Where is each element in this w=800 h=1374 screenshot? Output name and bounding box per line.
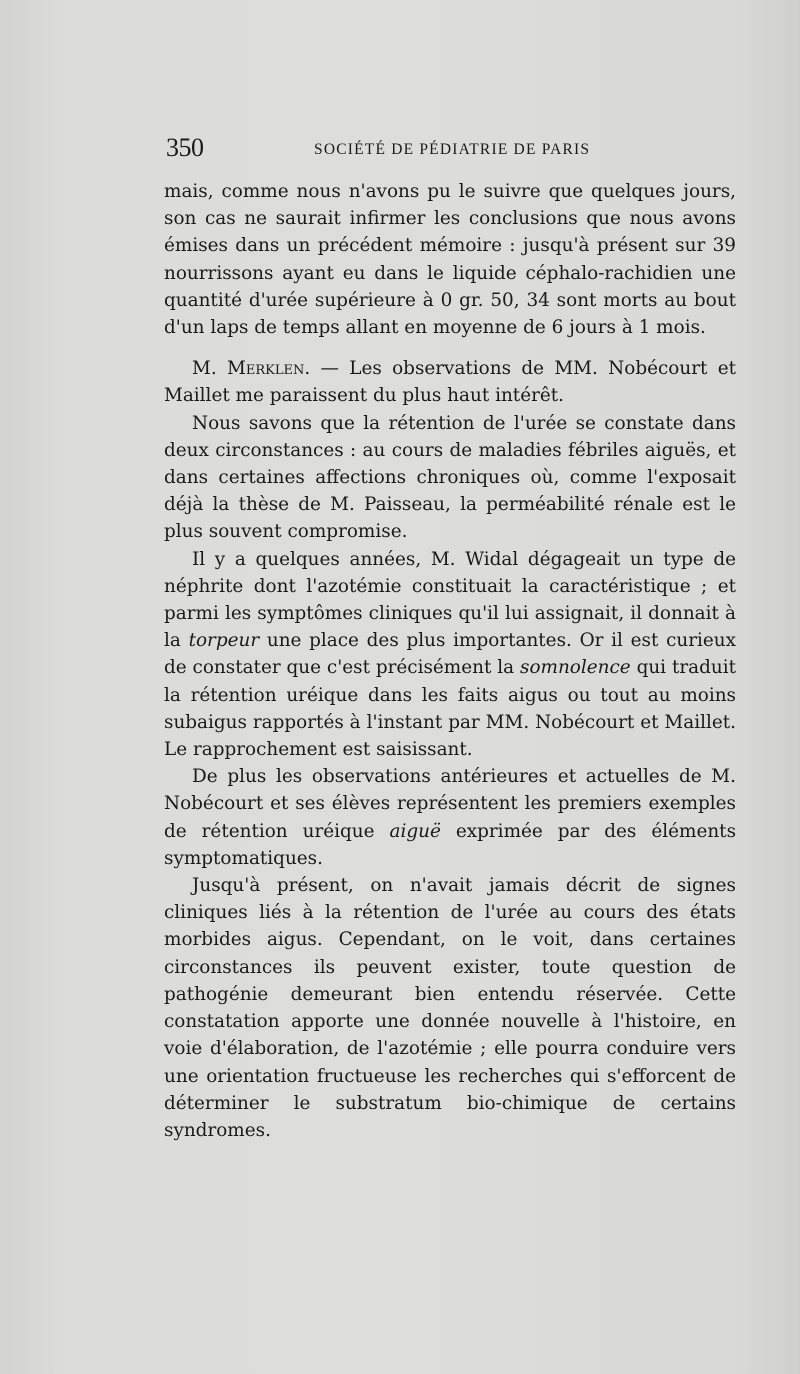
text-run: De plus les observations antérieures et actuelles de M. Nobécourt et ses élèves représentent les premiers exemples de rétention uréique — [164, 766, 736, 842]
paragraph-widal — [164, 546, 736, 764]
paragraph-observations — [164, 763, 736, 872]
paragraph-merklen-intro — [164, 355, 736, 409]
text-run: une place des plus importantes. Or il est curieux de constater que c'est précisément la — [164, 630, 736, 679]
page-number: 350 — [166, 133, 204, 162]
body-text — [164, 178, 736, 1144]
emphasis-torpeur: torpeur — [188, 630, 260, 652]
paragraph-retention: Nous savons que la rétention de l'urée se constate dans deux circonstances : au cours de maladies fébriles aiguës, et dans certaines affections chroniques où, comme l'exposait déjà la thèse de M. Paisseau, la perméabilité rénale est le plus souvent compromise. — [164, 412, 736, 543]
speaker-name: Merklen — [227, 358, 305, 380]
paragraph-continuation: mais, comme nous n'avons pu le suivre que quelques jours, son cas ne saurait infirmer les conclusions que nous avons émises dans un précédent mémoire : jusqu'à présent sur 39 nourrissons ayant eu dans le liquide céphalo-rachidien une quantité d'urée supérieure à 0 gr. 50, 34 sont morts au bout d'un laps de temps allant en moyenne de 6 jours à 1 mois. — [164, 181, 736, 339]
paragraph-text: . — Les observations de MM. Nobécourt et Maillet me paraissent du plus haut intérêt. — [164, 358, 736, 407]
running-head — [166, 133, 736, 165]
emphasis-aigue: aiguë — [389, 820, 441, 842]
emphasis-somnolence: somnolence — [520, 657, 631, 679]
paragraph-conclusion: Jusqu'à présent, on n'avait jamais décrit de signes cliniques liés à la rétention de l'urée au cours des états morbides aigus. Cependant, on le voit, dans certaines circonstances ils peuvent exister, toute question de pathogénie demeurant bien entendu réservée. Cette constatation apporte une donnée nouvelle à l'histoire, en voie d'élaboration, de l'azotémie ; elle pourra conduire vers une orientation fructueuse les recherches qui s'efforcent de déterminer le substratum bio-chimique de certains syndromes. — [164, 875, 736, 1141]
text-run: Il y a quelques années, M. Widal dégageait un type de néphrite dont l'azotémie constituait la caractéristique ; et parmi les symptômes cliniques qu'il lui assignait, il donnait à la — [164, 548, 736, 652]
text-run: qui traduit la rétention uréique dans les faits aigus ou tout au moins subaigus rapportés à l'instant par MM. Nobécourt et Maillet. Le rapprochement est saisissant. — [164, 657, 736, 761]
speaker-prefix: M. — [192, 358, 228, 380]
text-run: exprimée par des éléments symptomatiques. — [164, 820, 737, 869]
running-title: SOCIÉTÉ DE PÉDIATRIE DE PARIS — [314, 141, 591, 158]
